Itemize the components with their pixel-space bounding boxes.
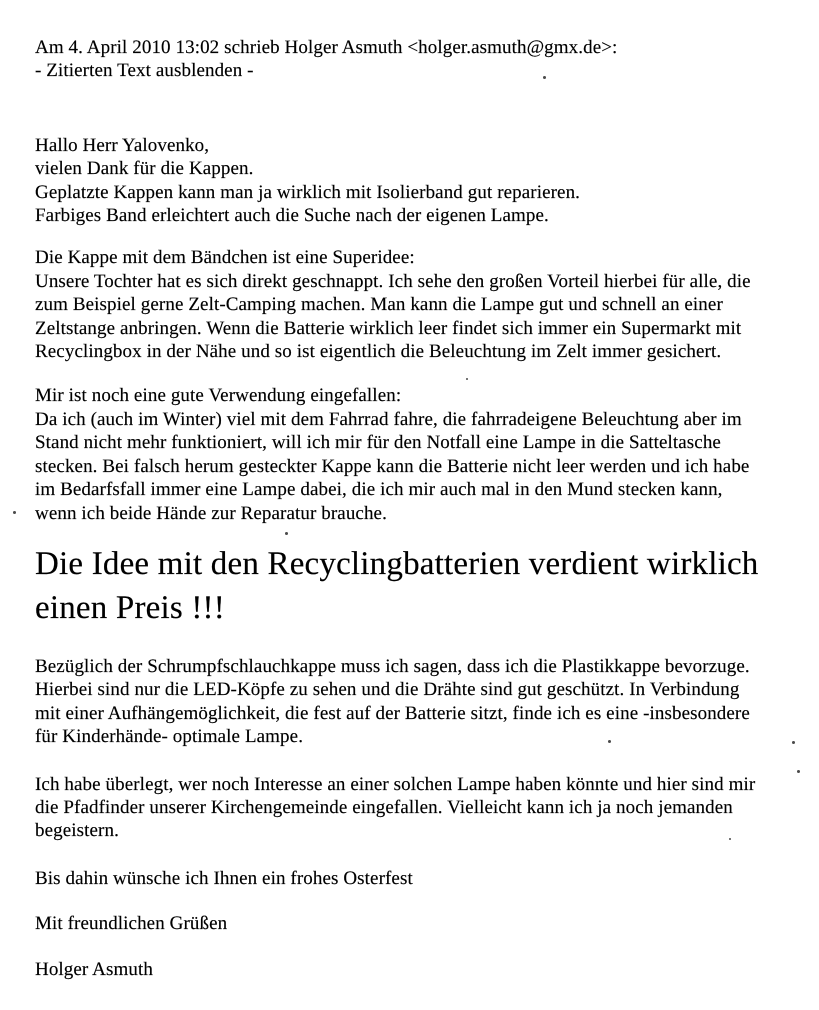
text-line: Bezüglich der Schrumpfschlauchkappe muss ich sagen, dass ich die Plastikkappe bevorzuge. [35, 655, 750, 677]
text-line: zum Beispiel gerne Zelt-Camping machen. Man kann die Lampe gut und schnell an einer [35, 294, 723, 316]
quote-attribution-line: Am 4. April 2010 13:02 schrieb Holger Asmuth <holger.asmuth@gmx.de>: [35, 37, 618, 58]
text-line: Holger Asmuth [35, 958, 153, 980]
headline-line: Die Idee mit den Recyclingbatterien verdient wirklich [35, 545, 759, 582]
text-line: stecken. Bei falsch herum gesteckter Kappe kann die Batterie nicht leer werden und ich habe [35, 455, 750, 477]
scan-speck [608, 740, 611, 743]
text-line: die Pfadfinder unserer Kirchengemeinde eingefallen. Vielleicht kann ich ja noch jemanden [35, 796, 733, 818]
greeting-paragraph [35, 134, 791, 228]
text-line: Unsere Tochter hat es sich direkt geschnappt. Ich sehe den großen Vorteil hierbei für alle, die [35, 270, 751, 292]
closing-paragraph [35, 912, 791, 935]
scan-speck [543, 76, 546, 79]
scan-speck [797, 770, 800, 773]
text-line: Bis dahin wünsche ich Ihnen ein frohes Osterfest [35, 867, 413, 889]
scouts-paragraph [35, 773, 791, 843]
text-line: Stand nicht mehr funktioniert, will ich mir für den Notfall eine Lampe in die Satteltasche [35, 432, 721, 454]
scan-speck [13, 511, 16, 514]
text-line: vielen Dank für die Kappen. [35, 158, 254, 180]
signature [35, 958, 791, 981]
text-line: im Bedarfsfall immer eine Lampe dabei, die ich mir auch mal in den Mund stecken kann, [35, 479, 723, 501]
scan-speck [466, 378, 468, 380]
text-line: Mir ist noch eine gute Verwendung eingefallen: [35, 385, 402, 407]
text-line: Farbiges Band erleichtert auch die Suche nach der eigenen Lampe. [35, 205, 549, 227]
text-line: Hierbei sind nur die LED-Köpfe zu sehen und die Drähte sind gut geschützt. In Verbindung [35, 679, 740, 701]
scan-speck [792, 741, 795, 744]
text-line: mit einer Aufhängemöglichkeit, die fest auf der Batterie sitzt, finde ich es eine -insbesondere [35, 702, 750, 724]
headline-line: einen Preis !!! [35, 589, 225, 626]
bike-idea-paragraph [35, 384, 791, 524]
text-line: Ich habe überlegt, wer noch Interesse an einer solchen Lampe haben könnte und hier sind mir [35, 773, 756, 795]
text-line: wenn ich beide Hände zur Reparatur brauche. [35, 502, 387, 524]
text-line: Da ich (auch im Winter) viel mit dem Fahrrad fahre, die fahrradeigene Beleuchtung aber im [35, 408, 742, 430]
text-line: Recyclingbox in der Nähe und so ist eigentlich die Beleuchtung im Zelt immer gesichert. [35, 341, 722, 363]
hide-quoted-text-label: - Zitierten Text ausblenden - [35, 60, 254, 82]
text-line: begeistern. [35, 820, 119, 842]
text-line: Hallo Herr Yalovenko, [35, 134, 210, 156]
scan-speck [729, 838, 731, 840]
tape-idea-paragraph [35, 246, 791, 363]
text-line: Geplatzte Kappen kann man ja wirklich mit Isolierband gut reparieren. [35, 181, 581, 203]
quote-header [35, 36, 791, 83]
cap-comparison-paragraph [35, 655, 791, 749]
prize-headline [35, 542, 791, 630]
text-line: für Kinderhände- optimale Lampe. [35, 726, 304, 748]
scan-speck [285, 532, 288, 535]
text-line: Mit freundlichen Grüßen [35, 913, 228, 935]
text-line: Zeltstange anbringen. Wenn die Batterie wirklich leer findet sich immer ein Supermarkt mit [35, 317, 742, 339]
easter-wish-paragraph [35, 867, 791, 890]
text-line: Die Kappe mit dem Bändchen ist eine Superidee: [35, 247, 415, 269]
